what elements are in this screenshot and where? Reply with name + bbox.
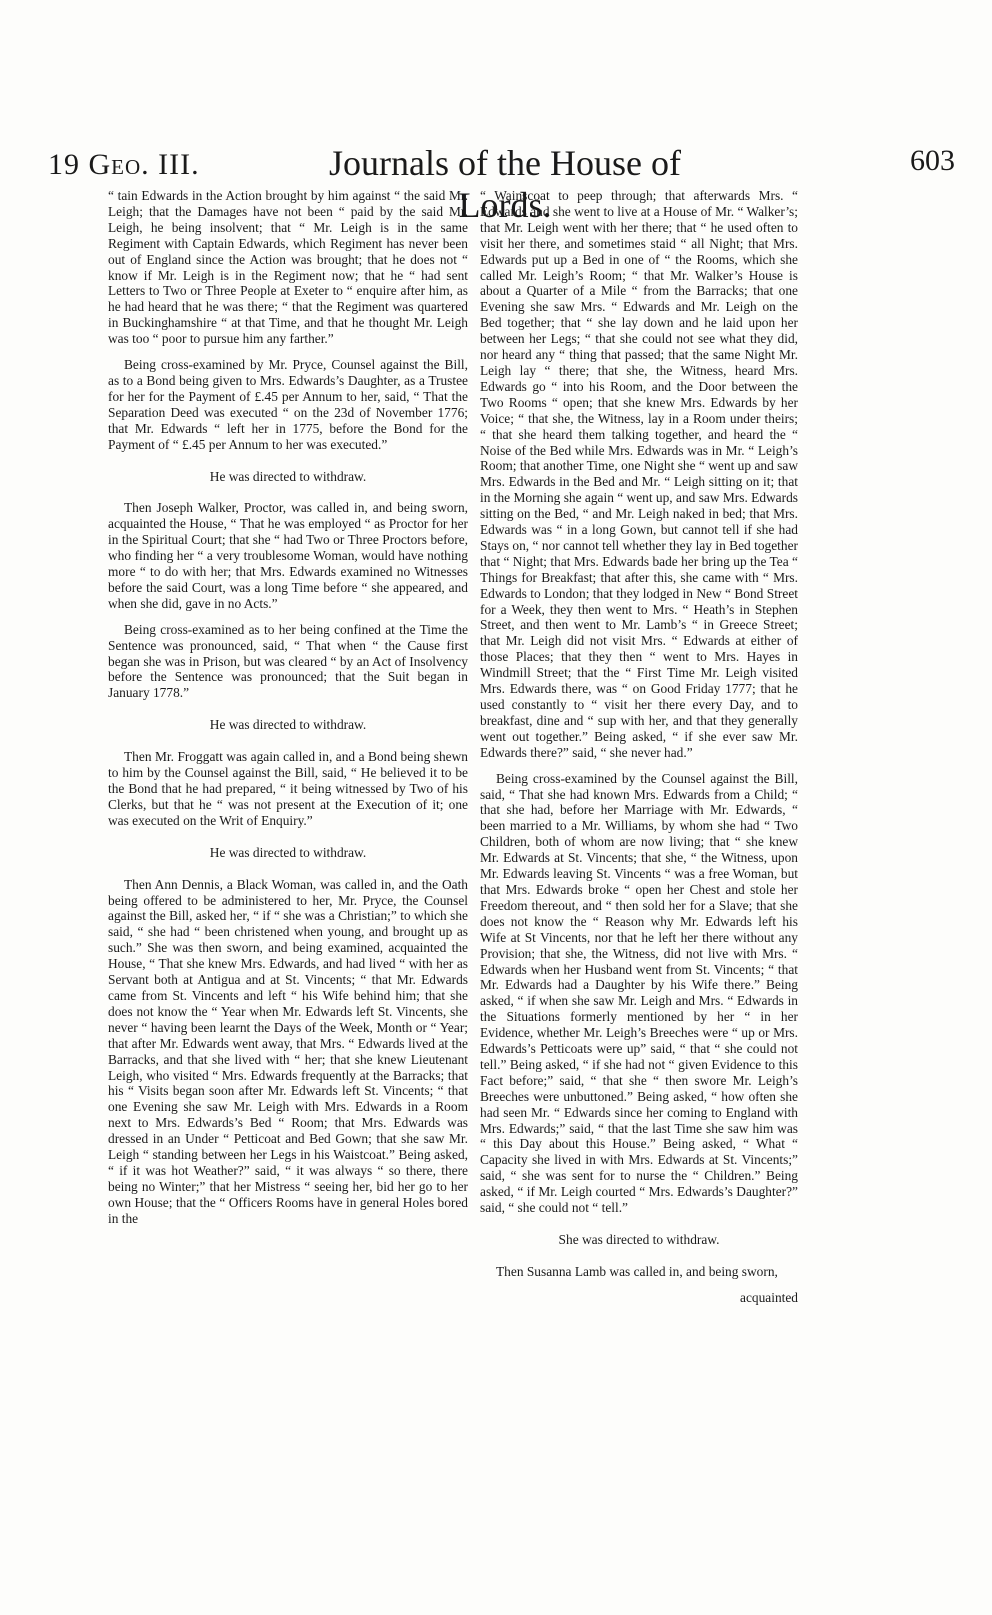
paragraph: Then Mr. Froggatt was again called in, and a Bond being shewn to him by the Counsel against the Bill, said, “ He believed it to be the Bond that he had prepared, “ it being witnessed by Two of his Clerks, but that he “ was not present at the Execution of it; one was executed on the Writ of Enquiry.” bbox=[108, 749, 468, 828]
paragraph: Being cross-examined by the Counsel against the Bill, said, “ That she had known Mrs. Edwards from a Child; “ that she had, before her Marriage with Mr. Edwards, “ been married to a Mr. Williams, by whom she had “ Two Children, both of whom are now living; that “ she knew Mr. Edwards at St. Vincents; that she, “ the Witness, upon Mr. Edwards leaving St. Vincents “ was a free Woman, but that Mrs. Edwards broke “ open her Chest and stole her Freedom thereout, and “ then sold her for a Slave; that she does not know the “ Reason why Mr. Edwards left his Wife at St Vincents, nor that he left her there without any Provision; that she, the Witness, did not live with Mrs. “ Edwards when her Husband went from St. Vincents; “ that Mr. Edwards had a Daughter by his Wife there.” Being asked, “ if when she saw Mr. Leigh and Mrs. “ Edwards in the Situations formerly mentioned by her “ in her Evidence, whether Mr. Leigh’s Breeches were “ up or Mrs. Edwards’s Petticoats were up” said, “ that “ she could not tell.” Being asked, “ if she had not “ given Evidence to this Fact before;” said, “ that she “ then swore Mr. Leigh’s Breeches were unbuttoned.” Being asked, “ how often she had seen Mr. “ Edwards since her coming to England with Mrs. Edwards;” said, “ that the last Time she saw him was “ this Day about this House.” Being asked, “ What “ Capacity she lived in with Mrs. Edwards at St. Vincents;” said, “ she was sent for to nurse the “ Children.” Being asked, “ if Mr. Leigh courted “ Mrs. Edwards’s Daughter?” said, “ she could not “ tell.” bbox=[480, 770, 798, 1216]
withdraw-note: She was directed to withdraw. bbox=[558, 1232, 720, 1247]
paragraph: “ tain Edwards in the Action brought by him against “ the said Mr. Leigh; that the Damages have not been “ paid by the said Mr. Leigh, he being insolvent; that “ Mr. Leigh is in the same Regiment with Captain Edwards, which Regiment has never been out of England since the Action was brought; that he does not “ know if Mr. Leigh is in the Regiment now; that he “ had sent Letters to Two or Three People at Exeter to “ enquire after him, as he had heard that he was there; “ that the Regiment was quartered in Buckinghamshire “ at that Time, and that he thought Mr. Leigh was too “ poor to pursue him any farther.” bbox=[108, 188, 468, 347]
paragraph: “ Wainscoat to peep through; that afterwards Mrs. “ Edwards and she went to live at a House of Mr. “ Walker’s; that Mr. Leigh went with her there; that “ he used often to visit her there, and sometimes staid “ all Night; that Mrs. Edwards put up a Bed in one of “ the Rooms, which she called Mr. Leigh’s Room; “ that Mr. Walker’s House is about a Quarter of a Mile “ from the Barracks; that one Evening she saw Mrs. “ Edwards and Mr. Leigh on the Bed together; that “ she lay down and he laid upon her between her Legs; “ that she could not see what they did, nor heard any “ thing that passed; that the same Night Mr. Leigh lay “ there; that she, the Witness, heard Mrs. Edwards go “ into his Room, and the Door between the Two Rooms “ open; that she knew Mrs. Edwards by her Voice; “ that she, the Witness, lay in a Room under theirs; “ that she heard them talking together, and heard the “ Noise of the Bed while Mrs. Edwards was in Mr. “ Leigh’s Room; that another Time, one Night she “ went up and saw Mrs. Edwards in the Bed and Mr. “ Leigh sitting on it; that in the Morning she again “ went up, and saw Mrs. Edwards sitting on the Bed, “ and Mr. Leigh naked in bed; that Mrs. Edwards was “ in a long Gown, but cannot tell if she had Stays on, “ nor cannot tell whether they lay in Bed together that “ Night; that Mrs. Edwards bade her bring up the Tea “ Things for Breakfast; that after this, she came with “ Mrs. Edwards to London; that they lodged in New “ Bond Street for a Week, they then went to Mrs. “ Heath’s in Stephen Street, and then went to Mr. Lamb’s “ in Greece Street; that Mr. Leigh did not visit Mrs. “ Edwards at either of those Places; that they then “ went to Mrs. Hayes in Windmill Street; that the “ First Time Mr. Leigh visited Mrs. Edwards there, was “ on Good Friday 1777; that he used constantly to “ visit her there every Day, and to breakfast, dine and “ sup with her, and that they generally went out together.” Being asked, “ if she ever saw Mr. Edwards there?” said, “ she never had.” bbox=[480, 188, 798, 760]
left-column bbox=[108, 188, 468, 1237]
regnal-year: 19 Geo. III. bbox=[48, 148, 200, 181]
paragraph: Being cross-examined as to her being confined at the Time the Sentence was pronounced, said, “ That when “ the Cause first began she was in Prison, but was cleared “ by an Act of Insolvency before the Sentence was pronounced; that the Suit began in January 1778.” bbox=[108, 621, 468, 701]
running-header bbox=[40, 140, 955, 225]
paragraph: Being cross-examined by Mr. Pryce, Counsel against the Bill, as to a Bond being given to Mrs. Edwards’s Daughter, as a Trustee for her for the Payment of £.45 per Annum to her, said, “ That the Separation Deed was executed “ on the 23d of November 1776; that Mr. Edwards “ left her in 1775, before the Bond for the Payment of “ £.45 per Annum to her was executed.” bbox=[108, 357, 468, 452]
paragraph: Then Ann Dennis, a Black Woman, was called in, and the Oath being offered to be administered to her, Mr. Pryce, the Counsel against the Bill, asked her, “ if “ she was a Christian;” to which she said, “ she had “ been christened when young, and brought up as such.” She was then sworn, and being examined, acquainted the House, “ That she knew Mrs. Edwards, and had lived “ with her as Servant both at Antigua and at St. Vincents; “ that Mr. Edwards came from St. Vincents and left “ his Wife behind him; that she does not know the “ Year when Mr. Edwards left St. Vincents, she never “ having been learnt the Days of the Week, Month or “ Year; that after Mr. Edwards went away, that Mrs. “ Edwards lived at the Barracks, and that she lived with “ her; that she knew Lieutenant Leigh, who visited “ Mrs. Edwards frequently at the Barracks; that his “ Visits began soon after Mr. Edwards left St. Vincents; “ that one Evening she saw Mr. Leigh with Mrs. Edwards in a Room next to Mrs. Edwards’s Bed “ Room; that Mrs. Edwards was dressed in an Under “ Petticoat and Bed Gown; that she saw Mr. Leigh “ standing between her Legs in his Waistcoat.” Being asked, “ if it was hot Weather?” said, “ it was always “ so there, there being no Winter;” that her Mistress “ seeing her, bid her go to her own House; that the “ Officers Rooms have in general Holes bored in the bbox=[108, 876, 468, 1226]
paragraph: Then Susanna Lamb was called in, and being sworn, bbox=[496, 1263, 778, 1279]
withdraw-note: He was directed to withdraw. bbox=[209, 717, 367, 733]
journal-title: Journals of the House of Lords. bbox=[329, 143, 681, 225]
page-number: 603 bbox=[910, 144, 955, 177]
withdraw-note: He was directed to withdraw. bbox=[209, 844, 367, 860]
right-column bbox=[480, 188, 798, 1306]
paragraph: Then Joseph Walker, Proctor, was called in, and being sworn, acquainted the House, “ That he was employed “ as Proctor for her in the Spiritual Court; that she “ had Two or Three Proctors before, who finding her “ a very troublesome Woman, would have nothing more “ to do with her; that Mrs. Edwards examined no Witnesses before the said Court, was a long Time before “ she appeared, and when she did, gave in no Acts.” bbox=[108, 500, 468, 611]
catchword: acquainted bbox=[740, 1289, 798, 1305]
withdraw-note: He was directed to withdraw. bbox=[209, 468, 367, 484]
